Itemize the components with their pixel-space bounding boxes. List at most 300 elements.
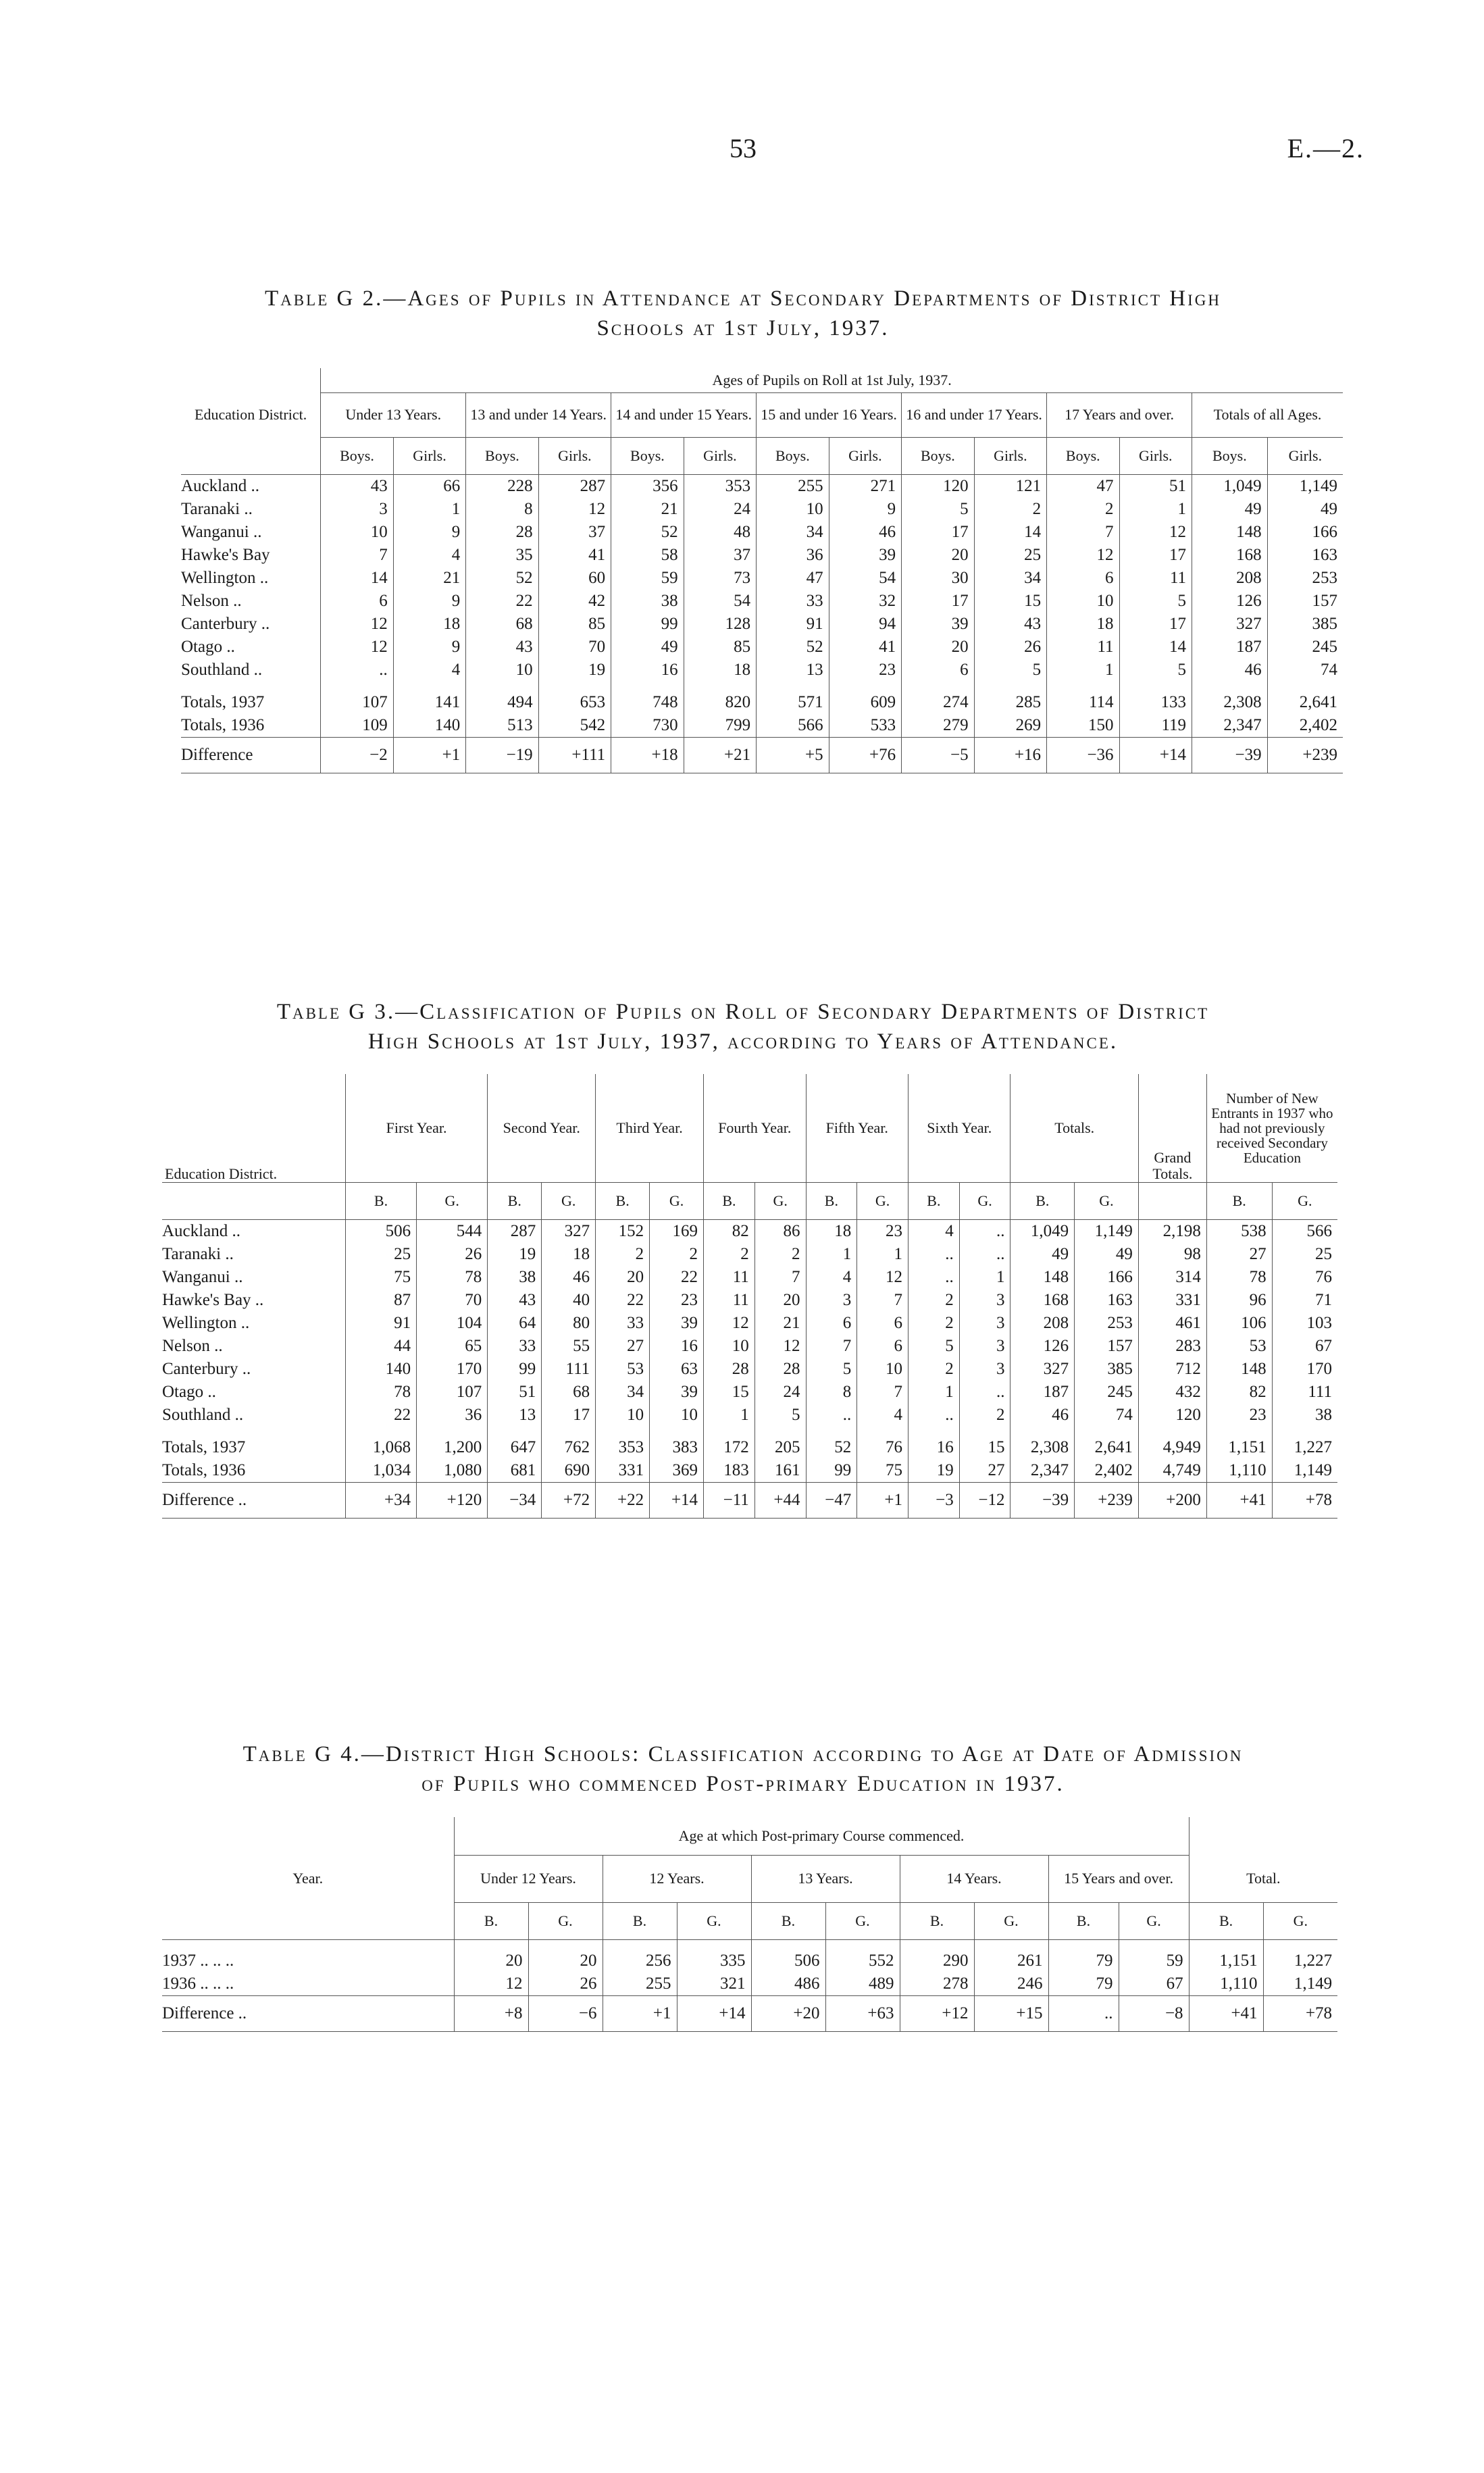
table-cell: 128	[684, 613, 756, 636]
g2-group-header: Totals of all Ages.	[1192, 392, 1343, 437]
g2-col-header: Boys.	[611, 437, 684, 474]
table-cell: 79	[1048, 1972, 1119, 1996]
row-label: Totals, 1936	[181, 714, 321, 738]
table-cell: 38	[611, 590, 684, 613]
g3-col-header: B.	[1010, 1182, 1075, 1219]
table-cell: 22	[466, 590, 538, 613]
table-cell: 126	[1192, 590, 1268, 613]
table-cell: 39	[902, 613, 974, 636]
table-cell: 28	[754, 1358, 806, 1381]
table-cell: 23	[650, 1289, 704, 1312]
table-cell: 8	[806, 1381, 857, 1404]
table-cell: −6	[528, 1995, 603, 2031]
table-cell: 49	[1075, 1243, 1139, 1266]
table-cell: 10	[757, 498, 829, 521]
table-cell: 4	[909, 1219, 960, 1243]
g4-col-header: G.	[825, 1902, 900, 1939]
table-cell: −34	[488, 1482, 542, 1518]
table-row	[162, 1972, 1337, 1996]
table-cell: 52	[611, 521, 684, 544]
g2-group-header: 17 Years and over.	[1047, 392, 1192, 437]
row-label: Nelson ..	[162, 1335, 345, 1358]
table-cell: 79	[1048, 1949, 1119, 1972]
table-cell: 647	[488, 1436, 542, 1459]
table-cell: 26	[974, 636, 1046, 659]
table-cell: −12	[959, 1482, 1010, 1518]
table-cell: 19	[538, 659, 611, 682]
table-cell: 681	[488, 1459, 542, 1483]
table-cell: 3	[959, 1312, 1010, 1335]
table-cell: 506	[345, 1219, 416, 1243]
table-cell: 64	[488, 1312, 542, 1335]
g3-group-header: First Year.	[345, 1074, 487, 1182]
table-cell: +120	[417, 1482, 488, 1518]
row-label: Auckland ..	[162, 1219, 345, 1243]
table-cell: 46	[1010, 1404, 1075, 1427]
table-row	[162, 1266, 1337, 1289]
table-cell: 7	[857, 1289, 909, 1312]
table-cell: 690	[542, 1459, 596, 1483]
table-cell: 7	[754, 1266, 806, 1289]
table-cell: 25	[974, 544, 1046, 567]
table-cell: 41	[538, 544, 611, 567]
table-cell: +14	[677, 1995, 751, 2031]
table-cell: 133	[1119, 691, 1192, 714]
table-cell: 14	[321, 567, 393, 590]
table-cell: 6	[1047, 567, 1119, 590]
g2-span-header: Ages of Pupils on Roll at 1st July, 1937.	[321, 368, 1343, 392]
table-cell: 506	[751, 1949, 825, 1972]
table-cell: 2	[909, 1358, 960, 1381]
table-cell: 157	[1312, 591, 1337, 610]
g3-col-header: B.	[806, 1182, 857, 1219]
table-cell: +111	[538, 737, 611, 773]
table-cell: 20	[754, 1289, 806, 1312]
row-label: 1936 .. .. ..	[162, 1972, 454, 1996]
table-cell: 730	[611, 714, 684, 738]
table-cell: 3	[321, 498, 393, 521]
row-label: Nelson ..	[181, 590, 321, 613]
g4-total-header: Total.	[1189, 1855, 1337, 1902]
table-cell: +44	[754, 1482, 806, 1518]
table-cell: 245	[1075, 1381, 1139, 1404]
table-cell: 157	[1075, 1335, 1139, 1358]
table-cell: 10	[596, 1404, 650, 1427]
g4-span-header: Age at which Post-primary Course commenced.	[454, 1817, 1189, 1855]
table-cell: 8	[466, 498, 538, 521]
g2-col-header: Boys.	[1192, 437, 1268, 474]
table-cell: −2	[321, 737, 393, 773]
table-cell: 111	[542, 1358, 596, 1381]
table-cell: 544	[417, 1219, 488, 1243]
g3-new-entrants-header: Number of New Entrants in 1937 who had not previously received Secondary Education	[1211, 1090, 1333, 1166]
g2-title-line1: Table G 2.—Ages of Pupils in Attendance at Secondary Departments of District High	[265, 286, 1221, 311]
table-cell: 327	[1192, 613, 1268, 636]
table-cell: 1,200	[417, 1436, 488, 1459]
table-cell: 538	[1206, 1219, 1272, 1243]
g2-col-header: Boys.	[466, 437, 538, 474]
row-label: Auckland ..	[181, 474, 321, 498]
table-cell: +20	[751, 1995, 825, 2031]
table-cell: 255	[757, 474, 829, 498]
table-cell: 369	[650, 1459, 704, 1483]
table-cell: 24	[754, 1381, 806, 1404]
table-cell: 65	[417, 1335, 488, 1358]
g3-col-header: G.	[1298, 1192, 1312, 1209]
table-cell: 75	[345, 1266, 416, 1289]
table-cell: 383	[650, 1436, 704, 1459]
table-cell: 1	[959, 1266, 1010, 1289]
table-cell: 82	[1206, 1381, 1272, 1404]
table-cell: 513	[466, 714, 538, 738]
table-cell: +239	[1302, 745, 1337, 764]
table-cell: 67	[1119, 1972, 1189, 1996]
row-label: Southland ..	[162, 1404, 345, 1427]
table-cell: 53	[1206, 1335, 1272, 1358]
g3-group-header: Fourth Year.	[704, 1074, 806, 1182]
table-cell: 1,151	[1206, 1436, 1272, 1459]
table-cell: 49	[1010, 1243, 1075, 1266]
table-cell: ..	[909, 1266, 960, 1289]
table-cell: 54	[684, 590, 756, 613]
table-cell: 287	[538, 474, 611, 498]
row-label: Totals, 1937	[162, 1436, 345, 1459]
table-cell: 18	[393, 613, 465, 636]
table-cell: 1,151	[1189, 1949, 1263, 1972]
totals-row	[181, 691, 1343, 714]
table-cell: 712	[1138, 1358, 1206, 1381]
table-cell: 39	[650, 1312, 704, 1335]
table-cell: 152	[596, 1219, 650, 1243]
table-cell: 20	[454, 1949, 528, 1972]
table-cell: 16	[650, 1335, 704, 1358]
table-cell: 327	[542, 1219, 596, 1243]
table-cell: 26	[417, 1243, 488, 1266]
table-cell: ..	[909, 1243, 960, 1266]
table-cell: 2,402	[1299, 715, 1337, 734]
g4-table	[162, 1817, 1337, 2032]
table-cell: 33	[757, 590, 829, 613]
table-cell: 38	[488, 1266, 542, 1289]
table-cell: 1	[704, 1404, 755, 1427]
table-cell: 18	[1047, 613, 1119, 636]
table-cell: 126	[1010, 1335, 1075, 1358]
table-row	[181, 544, 1343, 567]
table-cell: 331	[596, 1459, 650, 1483]
g3-col-header	[1138, 1182, 1206, 1219]
table-cell: 762	[542, 1436, 596, 1459]
table-cell: 19	[909, 1459, 960, 1483]
table-cell: 2	[650, 1243, 704, 1266]
table-cell: 20	[902, 636, 974, 659]
table-cell: 255	[603, 1972, 677, 1996]
table-cell: 28	[466, 521, 538, 544]
table-cell: 17	[1119, 613, 1192, 636]
table-cell: 331	[1138, 1289, 1206, 1312]
table-cell: 38	[1315, 1405, 1332, 1424]
table-cell: 76	[857, 1436, 909, 1459]
table-cell: 44	[345, 1335, 416, 1358]
table-cell: ..	[959, 1381, 1010, 1404]
table-cell: 70	[417, 1289, 488, 1312]
table-cell: 7	[1047, 521, 1119, 544]
row-label: Hawke's Bay ..	[162, 1289, 345, 1312]
page-number: 53	[730, 133, 757, 163]
table-cell: 5	[754, 1404, 806, 1427]
table-cell: 28	[704, 1358, 755, 1381]
g4-col-header: B.	[603, 1902, 677, 1939]
row-label: Canterbury ..	[181, 613, 321, 636]
g4-col-header: G.	[1293, 1912, 1308, 1929]
table-row	[181, 474, 1343, 498]
table-cell: 120	[1138, 1404, 1206, 1427]
table-cell: 799	[684, 714, 756, 738]
table-cell: +22	[596, 1482, 650, 1518]
row-label: Southland ..	[181, 659, 321, 682]
table-cell: +41	[1189, 1995, 1263, 2031]
table-cell: 19	[488, 1243, 542, 1266]
table-cell: 21	[611, 498, 684, 521]
table-cell: 121	[974, 474, 1046, 498]
table-cell: 16	[611, 659, 684, 682]
table-cell: 11	[704, 1266, 755, 1289]
g2-table	[181, 368, 1343, 773]
table-cell: 78	[1206, 1266, 1272, 1289]
table-cell: 3	[959, 1358, 1010, 1381]
table-cell: +63	[825, 1995, 900, 2031]
table-cell: 5	[1119, 659, 1192, 682]
table-cell: −8	[1119, 1995, 1189, 2031]
table-cell: 3	[959, 1335, 1010, 1358]
table-cell: 1,110	[1206, 1459, 1272, 1483]
table-cell: 271	[829, 474, 901, 498]
table-cell: 91	[757, 613, 829, 636]
table-cell: 15	[974, 590, 1046, 613]
g4-col-header: G.	[528, 1902, 603, 1939]
table-cell: 52	[757, 636, 829, 659]
table-row	[181, 567, 1343, 590]
table-cell: 58	[611, 544, 684, 567]
table-cell: 285	[974, 691, 1046, 714]
table-cell: 283	[1138, 1335, 1206, 1358]
table-cell: 9	[829, 498, 901, 521]
row-label: Otago ..	[162, 1381, 345, 1404]
table-cell: 22	[596, 1289, 650, 1312]
table-cell: 47	[757, 567, 829, 590]
table-cell: 1	[1047, 659, 1119, 682]
table-cell: 2	[754, 1243, 806, 1266]
table-cell: 274	[902, 691, 974, 714]
table-cell: 314	[1138, 1266, 1206, 1289]
table-cell: +72	[542, 1482, 596, 1518]
table-row	[162, 1404, 1337, 1427]
table-cell: 566	[757, 714, 829, 738]
table-row	[162, 1381, 1337, 1404]
table-cell: 5	[1119, 590, 1192, 613]
g4-col-header: B.	[900, 1902, 974, 1939]
g3-group-header: Second Year.	[488, 1074, 596, 1182]
row-label: 1937 .. .. ..	[162, 1949, 454, 1972]
table-cell: 59	[1119, 1949, 1189, 1972]
table-cell: 109	[321, 714, 393, 738]
table-cell: 94	[829, 613, 901, 636]
table-cell: 47	[1047, 474, 1119, 498]
row-label: Wanganui ..	[181, 521, 321, 544]
table-cell: 187	[1010, 1381, 1075, 1404]
table-cell: 356	[611, 474, 684, 498]
table-cell: 140	[393, 714, 465, 738]
g4-group-header: 13 Years.	[751, 1855, 900, 1902]
table-cell: 49	[1192, 498, 1268, 521]
table-cell: 335	[677, 1949, 751, 1972]
table-cell: 269	[974, 714, 1046, 738]
table-cell: 183	[704, 1459, 755, 1483]
table-cell: 3	[806, 1289, 857, 1312]
table-cell: 26	[528, 1972, 603, 1996]
table-row	[181, 498, 1343, 521]
row-label: Totals, 1936	[162, 1459, 345, 1483]
table-cell: +21	[684, 737, 756, 773]
table-cell: 11	[704, 1289, 755, 1312]
table-cell: 5	[806, 1358, 857, 1381]
table-cell: 1	[857, 1243, 909, 1266]
g3-col-header: B.	[1206, 1182, 1272, 1219]
table-cell: 74	[1321, 660, 1337, 679]
table-cell: 6	[857, 1335, 909, 1358]
table-cell: 27	[596, 1335, 650, 1358]
table-cell: 10	[704, 1335, 755, 1358]
g4-group-header: 15 Years and over.	[1048, 1855, 1189, 1902]
table-cell: 13	[757, 659, 829, 682]
g2-col-header: Girls.	[538, 437, 611, 474]
g3-group-header: Sixth Year.	[909, 1074, 1010, 1182]
table-cell: 5	[902, 498, 974, 521]
difference-row	[162, 1995, 1337, 2031]
table-cell: 12	[1119, 521, 1192, 544]
g3-col-header: G.	[959, 1182, 1010, 1219]
g4-col-header: G.	[677, 1902, 751, 1939]
table-cell: 290	[900, 1949, 974, 1972]
g4-col-header: B.	[751, 1902, 825, 1939]
table-cell: 51	[488, 1381, 542, 1404]
table-cell: 10	[321, 521, 393, 544]
table-cell: 52	[806, 1436, 857, 1459]
g4-col-header: G.	[1119, 1902, 1189, 1939]
difference-row	[162, 1482, 1337, 1518]
table-cell: 21	[754, 1312, 806, 1335]
table-cell: 12	[321, 636, 393, 659]
table-cell: 103	[1306, 1313, 1332, 1332]
table-cell: 6	[902, 659, 974, 682]
table-cell: +34	[345, 1482, 416, 1518]
row-label: Taranaki ..	[181, 498, 321, 521]
table-cell: 2	[959, 1404, 1010, 1427]
g2-col-header: Girls.	[1119, 437, 1192, 474]
table-cell: 1,034	[345, 1459, 416, 1483]
table-cell: 15	[704, 1381, 755, 1404]
table-cell: 48	[684, 521, 756, 544]
g3-group-header: Totals.	[1010, 1074, 1138, 1182]
table-cell: 34	[596, 1381, 650, 1404]
g3-col-header: B.	[704, 1182, 755, 1219]
row-label: Difference	[181, 737, 321, 773]
table-cell: 91	[345, 1312, 416, 1335]
table-cell: 104	[417, 1312, 488, 1335]
table-cell: 256	[603, 1949, 677, 1972]
table-row	[162, 1949, 1337, 1972]
table-cell: 2,198	[1138, 1219, 1206, 1243]
table-cell: 43	[488, 1289, 542, 1312]
row-label: Wanganui ..	[162, 1266, 345, 1289]
table-cell: 12	[538, 498, 611, 521]
table-cell: 1,049	[1010, 1219, 1075, 1243]
table-cell: −19	[466, 737, 538, 773]
table-cell: 1,149	[1294, 1460, 1332, 1479]
spacer-row	[162, 1939, 1337, 1949]
row-label: Wellington ..	[181, 567, 321, 590]
table-cell: 253	[1312, 568, 1337, 587]
table-cell: 187	[1192, 636, 1268, 659]
table-cell: 1	[806, 1243, 857, 1266]
table-cell: −11	[704, 1482, 755, 1518]
table-cell: 1,049	[1192, 474, 1268, 498]
spacer-row	[181, 682, 1343, 691]
table-cell: 22	[345, 1404, 416, 1427]
table-cell: 78	[345, 1381, 416, 1404]
table-cell: 46	[829, 521, 901, 544]
table-cell: 70	[538, 636, 611, 659]
totals-row	[162, 1436, 1337, 1459]
table-cell: 87	[345, 1289, 416, 1312]
g3-group-header: Third Year.	[596, 1074, 704, 1182]
table-cell: 42	[538, 590, 611, 613]
table-row	[181, 521, 1343, 544]
g3-col-header: B.	[909, 1182, 960, 1219]
table-cell: 1,149	[1075, 1219, 1139, 1243]
table-cell: 23	[857, 1219, 909, 1243]
table-cell: 261	[974, 1949, 1048, 1972]
table-cell: 12	[704, 1312, 755, 1335]
table-cell: 4	[857, 1404, 909, 1427]
table-cell: 86	[754, 1219, 806, 1243]
table-cell: 23	[1206, 1404, 1272, 1427]
table-cell: 9	[393, 636, 465, 659]
table-cell: 63	[650, 1358, 704, 1381]
table-cell: 169	[650, 1219, 704, 1243]
table-cell: ..	[806, 1404, 857, 1427]
table-cell: 11	[1047, 636, 1119, 659]
table-cell: 17	[902, 590, 974, 613]
table-cell: 41	[829, 636, 901, 659]
table-cell: 141	[393, 691, 465, 714]
table-cell: 1	[909, 1381, 960, 1404]
g3-col-header: G.	[754, 1182, 806, 1219]
table-cell: 461	[1138, 1312, 1206, 1335]
table-cell: −5	[902, 737, 974, 773]
table-cell: 2,641	[1299, 692, 1337, 711]
g4-col-header: B.	[454, 1902, 528, 1939]
table-cell: 37	[538, 521, 611, 544]
table-cell: 353	[596, 1436, 650, 1459]
table-cell: 14	[1119, 636, 1192, 659]
table-cell: 49	[611, 636, 684, 659]
table-cell: +78	[1305, 1490, 1332, 1509]
table-cell: +5	[757, 737, 829, 773]
row-label: Canterbury ..	[162, 1358, 345, 1381]
table-cell: 99	[806, 1459, 857, 1483]
table-row	[162, 1312, 1337, 1335]
table-cell: 99	[488, 1358, 542, 1381]
